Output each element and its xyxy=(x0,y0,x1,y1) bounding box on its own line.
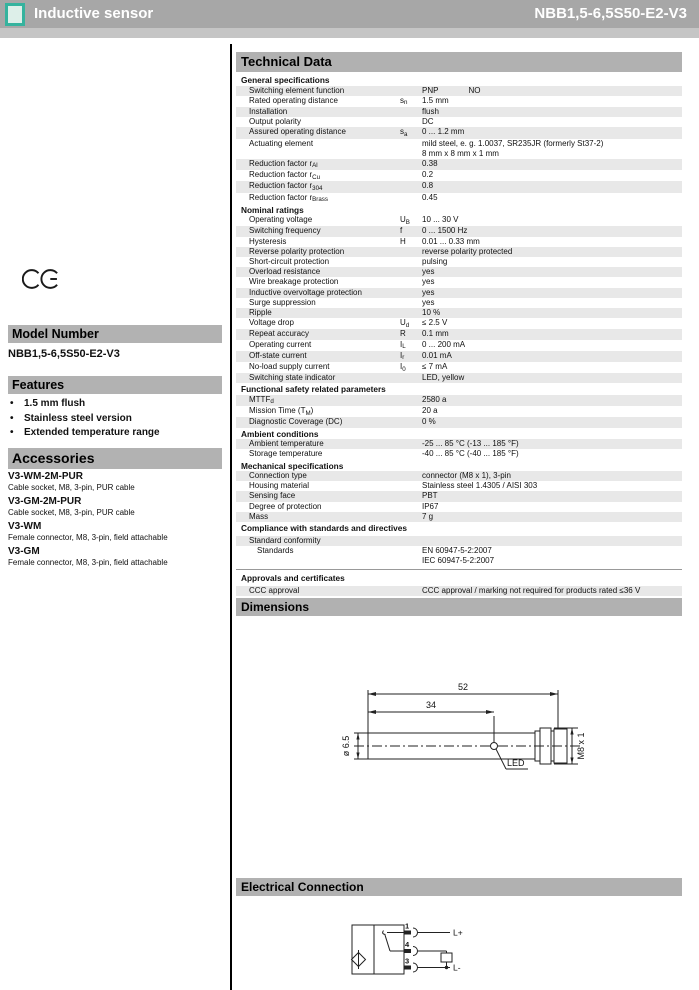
spec-value-line: LED, yellow xyxy=(422,373,465,383)
spec-symbol xyxy=(400,406,422,417)
spec-symbol xyxy=(400,181,422,192)
accessory-description: Cable socket, M8, 3-pin, PUR cable xyxy=(8,483,135,492)
spec-label: Sensing face xyxy=(249,491,296,501)
l-minus-label: L- xyxy=(453,962,461,973)
spec-symbol xyxy=(400,481,422,491)
spec-value-line: -25 ... 85 °C (-13 ... 185 °F) xyxy=(422,439,519,449)
spec-symbol xyxy=(400,193,422,204)
spec-label: Standard conformity xyxy=(249,535,321,545)
led-label: LED xyxy=(507,758,525,768)
technical-data-section-header: Technical Data xyxy=(236,52,682,72)
spec-value-line: 10 ... 30 V xyxy=(422,215,459,225)
model-number-value: NBB1,5-6,5S50-E2-V3 xyxy=(8,348,120,360)
dim-thread: M8 x 1 xyxy=(576,732,586,760)
spec-value xyxy=(422,96,682,107)
spec-value xyxy=(422,351,682,362)
table-divider xyxy=(236,569,682,570)
brand-cube-icon xyxy=(5,3,25,26)
spec-row xyxy=(236,351,682,362)
spec-value xyxy=(422,288,682,298)
spec-row xyxy=(236,449,682,459)
spec-value-line: PBT xyxy=(422,491,438,501)
column-divider xyxy=(230,44,232,990)
spec-symbol xyxy=(400,267,422,277)
spec-value xyxy=(422,257,682,267)
accessory-description: Cable socket, M8, 3-pin, PUR cable xyxy=(8,508,135,517)
header-model-number: NBB1,5-6,5S50-E2-V3 xyxy=(534,5,687,22)
spec-value-line: mild steel, e. g. 1.0037, SR235JR (formerly St37-2) xyxy=(422,138,604,148)
page-header-strip xyxy=(0,28,699,38)
spec-row xyxy=(236,395,682,406)
spec-symbol: UB xyxy=(400,215,410,226)
spec-value-line: -40 ... 85 °C (-40 ... 185 °F) xyxy=(422,449,519,459)
pin-1-label: 1 xyxy=(405,921,410,931)
spec-row xyxy=(236,127,682,138)
spec-row xyxy=(236,215,682,226)
spec-symbol xyxy=(400,586,422,596)
spec-label: Reduction factor rCu xyxy=(249,170,321,181)
spec-value xyxy=(422,193,682,204)
accessories-section-header: Accessories xyxy=(8,448,222,469)
spec-value xyxy=(422,340,682,351)
spec-label: Surge suppression xyxy=(249,297,316,307)
spec-group-header: Functional safety related parameters xyxy=(241,384,386,395)
spec-label: Output polarity xyxy=(249,117,302,127)
spec-value-line: 0.45 xyxy=(422,192,438,202)
spec-row xyxy=(236,586,682,596)
spec-row xyxy=(236,491,682,501)
spec-label: Standards xyxy=(257,545,294,555)
spec-value-line: 0 % xyxy=(422,417,436,427)
spec-value xyxy=(422,512,682,522)
spec-row xyxy=(236,318,682,329)
spec-label: Housing material xyxy=(249,481,310,491)
spec-value xyxy=(422,471,682,481)
spec-value xyxy=(422,449,682,459)
spec-value-line: 0.01 ... 0.33 mm xyxy=(422,236,480,246)
spec-row xyxy=(236,471,682,481)
spec-value xyxy=(422,362,682,373)
spec-value-line: ≤ 2.5 V xyxy=(422,318,448,328)
bullet-icon: • xyxy=(10,412,14,424)
spec-row xyxy=(236,96,682,107)
spec-row xyxy=(236,439,682,449)
spec-symbol: f xyxy=(400,226,403,236)
spec-value xyxy=(422,277,682,287)
spec-label: No-load supply current xyxy=(249,362,330,372)
spec-row xyxy=(236,308,682,318)
spec-row xyxy=(236,512,682,522)
spec-symbol xyxy=(400,139,422,159)
spec-label: Mass xyxy=(249,511,269,521)
spec-row xyxy=(236,107,682,117)
spec-value xyxy=(422,139,682,159)
spec-value-line: 0.1 mm xyxy=(422,329,449,339)
spec-value xyxy=(422,159,682,170)
spec-value xyxy=(422,373,682,383)
dimension-drawing xyxy=(338,668,622,808)
junction-dot xyxy=(445,966,448,969)
spec-row xyxy=(236,257,682,267)
spec-symbol xyxy=(400,107,422,117)
wiring-diagram xyxy=(338,913,498,990)
spec-symbol xyxy=(400,86,422,96)
spec-label: Storage temperature xyxy=(249,449,323,459)
spec-symbol xyxy=(400,159,422,170)
spec-row xyxy=(236,481,682,491)
spec-label: Voltage drop xyxy=(249,318,294,328)
spec-value-line: yes xyxy=(422,287,435,297)
accessory-name: V3-WM xyxy=(8,521,42,532)
spec-row xyxy=(236,117,682,127)
spec-symbol: H xyxy=(400,236,406,246)
spec-row xyxy=(236,406,682,417)
bullet-icon: • xyxy=(10,427,14,438)
spec-symbol: Ud xyxy=(400,318,410,329)
spec-row xyxy=(236,329,682,339)
spec-symbol: Ir xyxy=(400,350,405,362)
feature-item: • Stainless steel version xyxy=(10,412,222,427)
spec-row xyxy=(236,373,682,383)
pin-3-label: 3 xyxy=(405,956,410,966)
spec-label: MTTFd xyxy=(249,394,274,406)
spec-value xyxy=(422,215,682,226)
spec-row xyxy=(236,536,682,546)
spec-label: Actuating element xyxy=(249,138,314,148)
spec-value-line: 10 % xyxy=(422,308,441,318)
spec-value xyxy=(422,546,682,566)
spec-label: Wire breakage protection xyxy=(249,277,339,287)
spec-label: Switching state indicator xyxy=(249,373,336,383)
spec-row xyxy=(236,247,682,257)
spec-label: Hysteresis xyxy=(249,236,287,246)
spec-value xyxy=(422,329,682,339)
spec-value-secondary: NO xyxy=(468,85,481,95)
spec-group-header: Compliance with standards and directives xyxy=(241,523,407,534)
spec-value xyxy=(422,181,682,192)
spec-symbol xyxy=(400,277,422,287)
spec-value xyxy=(422,117,682,127)
spec-row xyxy=(236,139,682,159)
spec-label: Operating current xyxy=(249,339,312,349)
led-indicator xyxy=(491,743,498,750)
spec-label: Repeat accuracy xyxy=(249,329,310,339)
spec-value-line: 0.38 xyxy=(422,158,438,168)
accessory-description: Female connector, M8, 3-pin, field attachable xyxy=(8,533,168,542)
spec-value-line: 1.5 mm xyxy=(422,95,449,105)
spec-value xyxy=(422,298,682,308)
spec-value-line: 0.01 mA xyxy=(422,350,452,360)
spec-value-line: yes xyxy=(422,267,435,277)
product-type-title: Inductive sensor xyxy=(34,5,154,22)
spec-label: Rated operating distance xyxy=(249,95,338,105)
accessory-description: Female connector, M8, 3-pin, field attachable xyxy=(8,558,168,567)
spec-group-header: Approvals and certificates xyxy=(241,573,345,584)
spec-label: Reduction factor rBrass xyxy=(249,192,328,204)
spec-value-line: connector (M8 x 1), 3-pin xyxy=(422,471,511,480)
spec-symbol xyxy=(400,502,422,512)
spec-label: Switching element function xyxy=(249,85,345,95)
spec-value xyxy=(422,170,682,181)
spec-value xyxy=(422,395,682,406)
spec-label: Overload resistance xyxy=(249,267,321,277)
spec-label: Inductive overvoltage protection xyxy=(249,287,362,297)
spec-row xyxy=(236,237,682,247)
ce-mark-icon xyxy=(22,267,60,291)
spec-group-header: Nominal ratings xyxy=(241,204,304,215)
spec-symbol xyxy=(400,117,422,127)
spec-value-line: flush xyxy=(422,106,439,116)
accessory-item xyxy=(8,471,222,493)
spec-symbol xyxy=(400,170,422,181)
bullet-icon: • xyxy=(10,398,14,409)
accessory-item xyxy=(8,546,222,568)
spec-symbol xyxy=(400,449,422,459)
spec-value-line: EN 60947-5-2:2007 xyxy=(422,545,492,555)
spec-label: Short-circuit protection xyxy=(249,257,330,267)
spec-symbol xyxy=(400,471,422,481)
spec-row xyxy=(236,546,682,566)
spec-value-line: ≤ 7 mA xyxy=(422,362,448,372)
spec-row xyxy=(236,288,682,298)
accessories-list xyxy=(8,471,222,571)
spec-group-header: General specifications xyxy=(241,75,330,85)
spec-label: CCC approval xyxy=(249,585,300,595)
pin-4-label: 4 xyxy=(405,940,410,949)
spec-symbol: sn xyxy=(400,95,408,107)
spec-row xyxy=(236,86,682,96)
spec-value xyxy=(422,491,682,501)
spec-value-line: PNP NO xyxy=(422,85,481,95)
spec-symbol xyxy=(400,298,422,308)
spec-row xyxy=(236,170,682,181)
spec-value xyxy=(422,318,682,329)
feature-item: • 1.5 mm flush xyxy=(10,397,222,412)
spec-value xyxy=(422,417,682,427)
spec-value xyxy=(422,308,682,318)
spec-value-line: IP67 xyxy=(422,501,439,511)
spec-value-line: CCC approval / marking not required for products rated ≤36 V xyxy=(422,585,641,595)
spec-row xyxy=(236,298,682,308)
features-list xyxy=(10,397,222,441)
spec-value-line: IEC 60947-5-2:2007 xyxy=(422,555,495,565)
spec-label: Ripple xyxy=(249,308,272,318)
spec-row xyxy=(236,277,682,287)
spec-symbol xyxy=(400,308,422,318)
spec-label: Reduction factor r304 xyxy=(249,181,323,192)
spec-value-line: reverse polarity protected xyxy=(422,246,513,256)
spec-value xyxy=(422,226,682,236)
spec-label: Assured operating distance xyxy=(249,127,346,137)
spec-value-line: 20 a xyxy=(422,406,438,416)
spec-value-line: 0.2 xyxy=(422,170,434,180)
spec-label: Operating voltage xyxy=(249,215,313,225)
spec-row xyxy=(236,159,682,170)
spec-value-line: 2580 a xyxy=(422,394,447,404)
spec-value-line: 0 ... 1500 Hz xyxy=(422,226,468,236)
accessory-name: V3-GM-2M-PUR xyxy=(8,496,82,507)
spec-value xyxy=(422,502,682,512)
spec-label: Switching frequency xyxy=(249,226,321,236)
spec-value-line: yes xyxy=(422,297,435,307)
spec-value-line: 0.8 xyxy=(422,181,434,191)
spec-symbol: sa xyxy=(400,127,408,138)
spec-symbol xyxy=(400,288,422,298)
spec-symbol xyxy=(400,247,422,257)
spec-row xyxy=(236,226,682,236)
feature-item: • Extended temperature range xyxy=(10,426,222,441)
accessory-name: V3-GM xyxy=(8,546,40,557)
spec-value xyxy=(422,247,682,257)
spec-value-line: 8 mm x 8 mm x 1 mm xyxy=(422,148,499,158)
spec-symbol xyxy=(400,491,422,501)
spec-value-line: yes xyxy=(422,277,435,287)
spec-value xyxy=(422,237,682,247)
spec-row xyxy=(236,340,682,351)
spec-value xyxy=(422,267,682,277)
dim-overall-length: 52 xyxy=(457,682,469,692)
spec-label: Ambient temperature xyxy=(249,439,324,449)
spec-label: Degree of protection xyxy=(249,501,322,511)
spec-symbol: I0 xyxy=(400,362,406,373)
spec-label: Diagnostic Coverage (DC) xyxy=(249,417,343,427)
spec-value xyxy=(422,127,682,138)
dim-led-position: 34 xyxy=(425,700,437,710)
dimensions-section-header: Dimensions xyxy=(236,598,682,616)
spec-label: Reverse polarity protection xyxy=(249,246,345,256)
spec-row xyxy=(236,502,682,512)
spec-label: Installation xyxy=(249,106,288,116)
spec-label: Mission Time (TM) xyxy=(249,406,314,417)
dim-diameter: ø 6.5 xyxy=(341,735,351,757)
spec-value-line: Stainless steel 1.4305 / AISI 303 xyxy=(422,481,538,491)
spec-row xyxy=(236,193,682,204)
spec-group-header: Mechanical specifications xyxy=(241,460,344,471)
load-symbol xyxy=(441,953,452,962)
spec-symbol xyxy=(400,257,422,267)
spec-value xyxy=(422,586,682,596)
spec-value xyxy=(422,439,682,449)
spec-symbol: IL xyxy=(400,339,406,351)
spec-value-line: 7 g xyxy=(422,511,434,521)
spec-symbol xyxy=(400,373,422,383)
technical-data-table xyxy=(236,74,682,603)
spec-value xyxy=(422,86,682,96)
spec-value xyxy=(422,481,682,491)
spec-symbol xyxy=(400,512,422,522)
spec-value-line: DC xyxy=(422,117,434,127)
spec-group-header: Ambient conditions xyxy=(241,428,319,439)
spec-symbol xyxy=(400,536,422,546)
spec-row xyxy=(236,362,682,373)
features-section-header: Features xyxy=(8,376,222,394)
spec-row xyxy=(236,417,682,427)
spec-value xyxy=(422,107,682,117)
spec-value-line: 0 ... 200 mA xyxy=(422,339,466,349)
spec-value-line: pulsing xyxy=(422,257,448,267)
spec-label: Connection type xyxy=(249,471,307,480)
spec-symbol xyxy=(400,546,422,566)
accessory-item xyxy=(8,521,222,543)
spec-symbol xyxy=(400,439,422,449)
spec-row xyxy=(236,267,682,277)
model-number-section-header: Model Number xyxy=(8,325,222,343)
spec-label: Off-state current xyxy=(249,350,307,360)
accessory-name: V3-WM-2M-PUR xyxy=(8,471,83,482)
spec-symbol xyxy=(400,395,422,406)
electrical-connection-section-header: Electrical Connection xyxy=(236,878,682,896)
spec-symbol xyxy=(400,417,422,427)
spec-value-line: 0 ... 1.2 mm xyxy=(422,127,465,137)
spec-symbol: R xyxy=(400,329,406,339)
spec-value xyxy=(422,406,682,417)
accessory-item xyxy=(8,496,222,518)
spec-row xyxy=(236,181,682,192)
spec-value xyxy=(422,536,682,546)
l-plus-label: L+ xyxy=(453,927,463,938)
spec-label: Reduction factor rAl xyxy=(249,158,318,170)
